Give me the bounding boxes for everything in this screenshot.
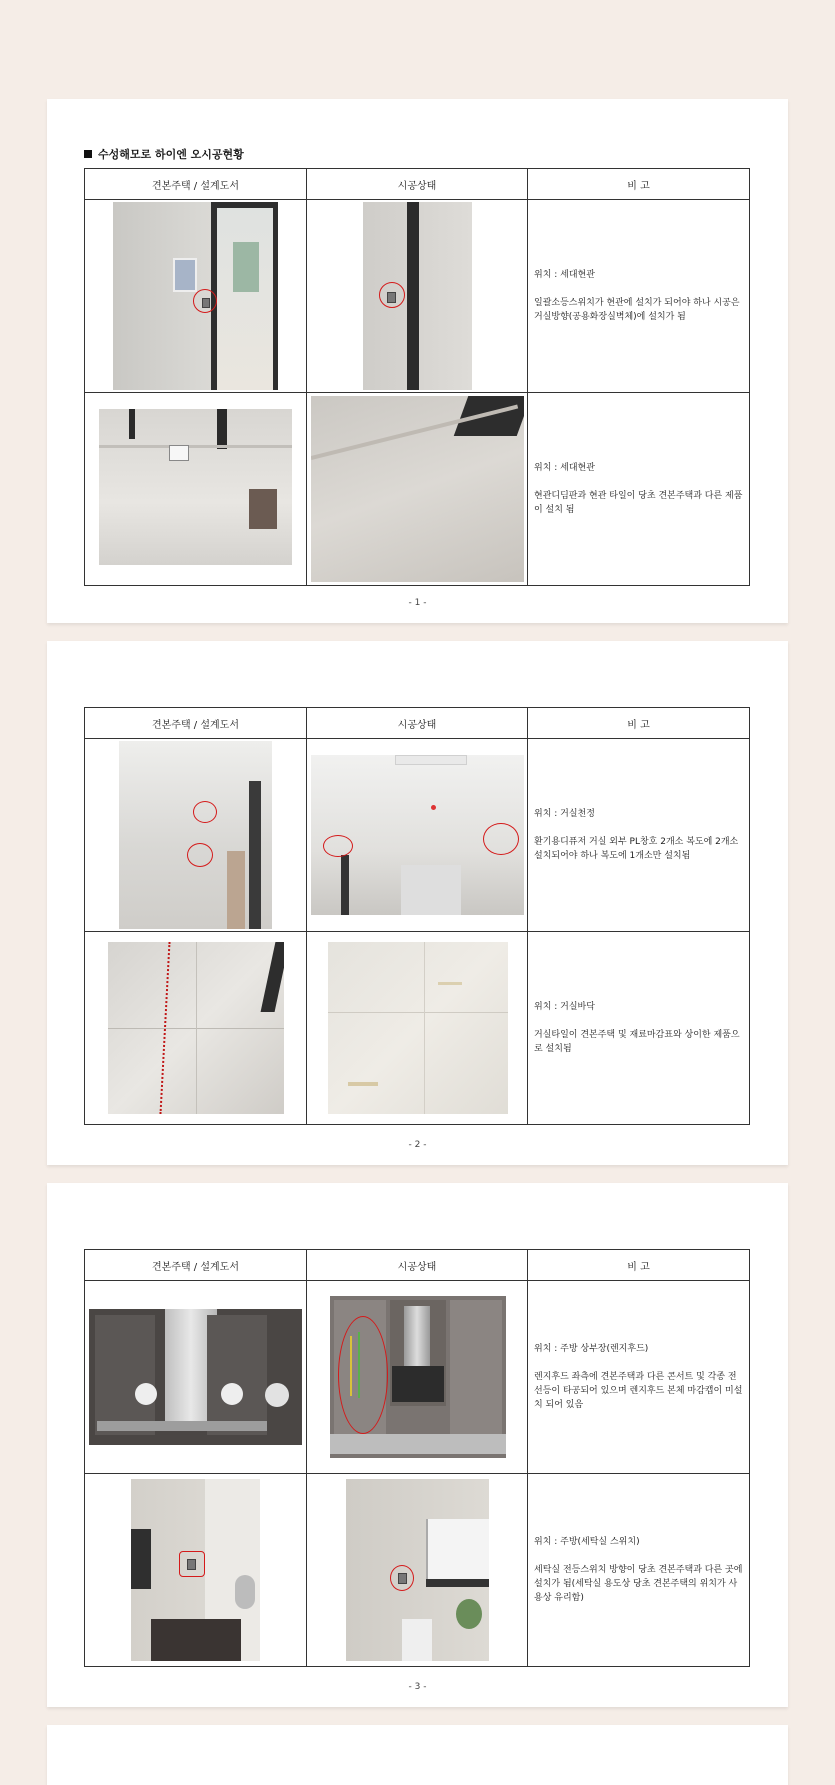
location-text: 위치 : 주방(세탁실 스위치) xyxy=(534,1537,640,1547)
remarks-cell xyxy=(528,393,750,586)
document-page-4 xyxy=(47,1725,788,1785)
remark-text: 세탁실 전등스위치 방향이 당초 견본주택과 다른 곳에 설치가 됨(세탁실 용도상 당초 견본주택의 위치가 사용상 유리함) xyxy=(534,1565,743,1603)
switch-highlight-mark xyxy=(390,1565,414,1591)
laundry-switch-construction-photo xyxy=(346,1479,489,1661)
header-construction: 시공상태 xyxy=(307,708,528,739)
switch-highlight-mark xyxy=(179,1551,205,1577)
living-floor-construction-photo xyxy=(328,942,508,1114)
model-house-photo-cell xyxy=(85,200,307,393)
location-text: 위치 : 세대현관 xyxy=(534,270,595,280)
model-house-photo-cell xyxy=(85,1281,307,1474)
diffuser-highlight-mark xyxy=(187,843,213,867)
diffuser-highlight-mark xyxy=(193,801,217,823)
switch-highlight-mark xyxy=(379,282,405,308)
header-remarks: 비 고 xyxy=(528,708,750,739)
remarks-cell xyxy=(528,1281,750,1474)
model-house-photo-cell xyxy=(85,1474,307,1667)
location-text: 위치 : 거실바닥 xyxy=(534,1002,595,1012)
header-model-house: 견본주택 / 설계도서 xyxy=(85,1250,307,1281)
header-remarks: 비 고 xyxy=(528,169,750,200)
location-text: 위치 : 거실천정 xyxy=(534,809,595,819)
switch-highlight-mark xyxy=(193,289,217,313)
document-title-text: 수성해모로 하이엔 오시공현황 xyxy=(98,148,244,161)
laundry-switch-model-photo xyxy=(131,1479,260,1661)
page-number: - 1 - xyxy=(408,598,427,608)
construction-photo-cell xyxy=(307,200,528,393)
header-remarks: 비 고 xyxy=(528,1250,750,1281)
range-hood-construction-photo xyxy=(330,1296,506,1458)
remarks-cell xyxy=(528,1474,750,1667)
remark-text: 환기용디퓨저 거실 외부 PL창호 2개소 복도에 2개소 설치되어야 하나 복도에 1개소만 설치됨 xyxy=(534,837,739,861)
comparison-table xyxy=(84,168,750,586)
page-number: - 3 - xyxy=(408,1682,427,1692)
location-text: 위치 : 주방 상부장(렌지후드) xyxy=(534,1344,649,1354)
entrance-model-photo xyxy=(113,202,278,390)
model-house-photo-cell xyxy=(85,739,307,932)
diffuser-highlight-mark xyxy=(323,835,353,857)
ceiling-construction-photo xyxy=(311,755,524,915)
remark-text: 거실타일이 견본주택 및 재료마감표와 상이한 제품으로 설치됨 xyxy=(534,1030,740,1054)
page-number: - 2 - xyxy=(408,1140,427,1150)
model-house-photo-cell xyxy=(85,932,307,1125)
construction-photo-cell xyxy=(307,1281,528,1474)
header-model-house: 견본주택 / 설계도서 xyxy=(85,169,307,200)
document-page-2 xyxy=(47,641,788,1165)
diffuser-highlight-mark xyxy=(483,823,519,855)
entrance-floor-model-photo xyxy=(99,409,292,565)
comparison-table xyxy=(84,1249,750,1667)
construction-photo-cell xyxy=(307,393,528,586)
remark-text: 일괄소등스위치가 현관에 설치가 되어야 하나 시공은 거실방향(공용화장실벽체)에 설치가 됨 xyxy=(534,298,740,322)
range-hood-model-photo xyxy=(89,1309,302,1445)
header-construction: 시공상태 xyxy=(307,1250,528,1281)
model-house-photo-cell xyxy=(85,393,307,586)
wiring-highlight-mark xyxy=(338,1316,388,1434)
ceiling-model-photo xyxy=(119,741,272,929)
comparison-table xyxy=(84,707,750,1125)
construction-photo-cell xyxy=(307,739,528,932)
document-page-3 xyxy=(47,1183,788,1707)
living-floor-model-photo xyxy=(108,942,284,1114)
document-page-1 xyxy=(47,99,788,623)
construction-photo-cell xyxy=(307,932,528,1125)
entrance-construction-photo xyxy=(363,202,472,390)
construction-photo-cell xyxy=(307,1474,528,1667)
remarks-cell xyxy=(528,200,750,393)
header-model-house: 견본주택 / 설계도서 xyxy=(85,708,307,739)
location-text: 위치 : 세대현관 xyxy=(534,463,595,473)
header-construction: 시공상태 xyxy=(307,169,528,200)
remark-text: 렌지후드 좌측에 견본주택과 다른 콘서트 및 각종 전선등이 타공되어 있으며 렌지후드 본체 마감캡이 미설치 되어 있음 xyxy=(534,1372,743,1410)
remark-text: 현관디딤판과 현관 타일이 당초 견본주택과 다른 제품이 설치 됨 xyxy=(534,491,743,515)
entrance-floor-construction-photo xyxy=(311,396,524,582)
remarks-cell xyxy=(528,739,750,932)
remarks-cell xyxy=(528,932,750,1125)
document-title xyxy=(84,146,244,162)
